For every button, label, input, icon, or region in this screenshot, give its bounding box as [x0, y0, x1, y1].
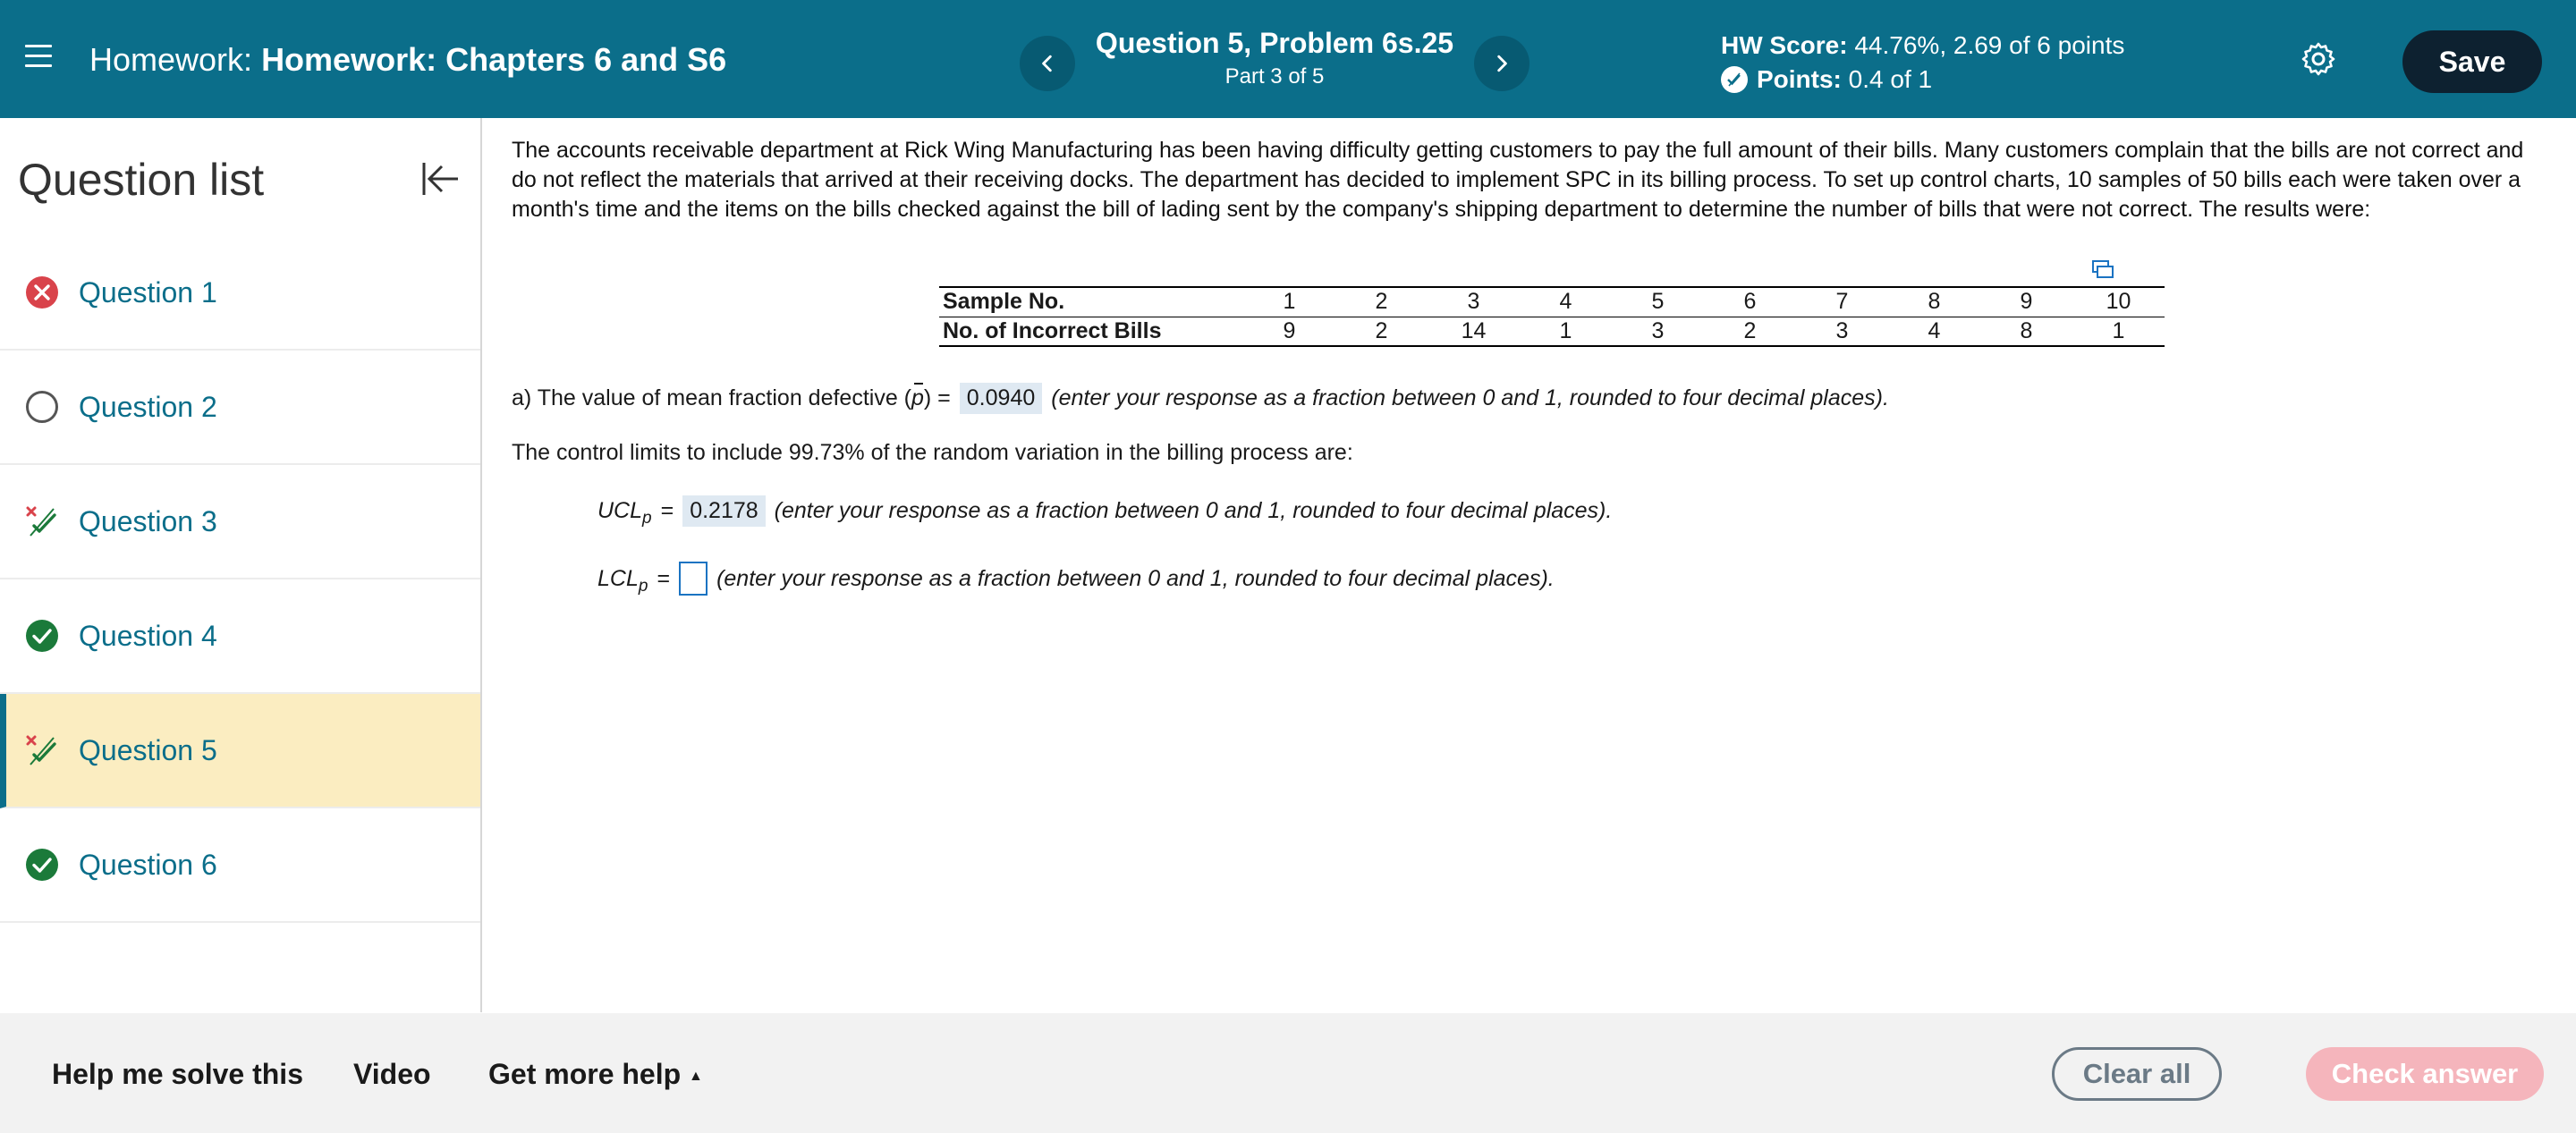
samples-table	[939, 286, 2165, 347]
next-question-button[interactable]	[1474, 36, 1530, 91]
save-button[interactable]: Save	[2402, 30, 2542, 93]
question-label: Question 3	[79, 504, 217, 537]
part-a-line	[512, 383, 1889, 414]
table-cell: 5	[1612, 287, 1704, 317]
partial-credit-icon	[25, 733, 59, 767]
problem-content	[512, 136, 2551, 596]
get-more-help-button[interactable]	[488, 1058, 703, 1091]
question-label: Question 2	[79, 390, 217, 423]
ucl-hint: (enter your response as a fraction between 0 and 1, rounded to four decimal places).	[774, 498, 1613, 523]
part-a-suffix: ) =	[923, 385, 951, 410]
incorrect-icon	[25, 275, 59, 309]
table-cell: 10	[2072, 287, 2165, 317]
question-item-3[interactable]	[0, 465, 480, 579]
hw-score	[1721, 29, 2124, 97]
table-cell: 6	[1704, 287, 1796, 317]
table-cell: 14	[1428, 317, 1520, 346]
part-a-prefix: a) The value of mean fraction defective (	[512, 385, 911, 410]
clear-all-button[interactable]: Clear all	[2052, 1047, 2222, 1101]
table-header: No. of Incorrect Bills	[939, 317, 1243, 346]
table-cell: 4	[1520, 287, 1612, 317]
correct-icon	[25, 619, 59, 653]
table-cell: 1	[2072, 317, 2165, 346]
question-item-5[interactable]	[0, 694, 480, 808]
table-row	[939, 317, 2165, 346]
ucl-line	[597, 495, 1612, 527]
top-header	[0, 0, 2576, 118]
ucl-equals: =	[660, 498, 674, 523]
score-value: 44.76%, 2.69 of 6 points	[1854, 31, 2125, 59]
table-cell: 9	[1243, 317, 1335, 346]
table-cell: 2	[1335, 287, 1428, 317]
question-item-4[interactable]	[0, 579, 480, 694]
bottom-toolbar	[0, 1013, 2576, 1133]
table-cell: 8	[1888, 287, 1980, 317]
popout-table-icon[interactable]	[2091, 259, 2114, 279]
pbar-hint: (enter your response as a fraction between 0 and 1, rounded to four decimal places).	[1051, 385, 1889, 410]
score-label: HW Score:	[1721, 31, 1848, 59]
table-cell: 8	[1980, 317, 2072, 346]
question-item-2[interactable]	[0, 351, 480, 465]
problem-statement: The accounts receivable department at Rick Wing Manufacturing has been having difficulty getting customers to pay the full amount of their bills. Many customers complain that the bills are not correct and do not reflect the materials that arrived at their receiving docks. The department has decided to implement SPC in its billing process. To set up control charts, 10 samples of 50 bills each were taken over a month's time and the items on the bills checked against the bill of lading sent by the company's shipping department to determine the number of bills that were not correct. The results were:	[512, 138, 2524, 222]
chevron-right-icon	[1492, 54, 1512, 73]
correct-icon	[25, 848, 59, 882]
gear-icon[interactable]	[2301, 41, 2336, 77]
table-cell: 3	[1796, 317, 1888, 346]
video-button[interactable]: Video	[353, 1058, 431, 1090]
table-cell: 9	[1980, 287, 2072, 317]
unanswered-icon	[25, 390, 59, 424]
homework-name: Homework: Chapters 6 and S6	[261, 41, 727, 78]
lcl-hint: (enter your response as a fraction between 0 and 1, rounded to four decimal places).	[716, 565, 1555, 591]
caret-up-icon: ▲	[689, 1069, 703, 1084]
pbar-answer[interactable]: 0.0940	[960, 383, 1042, 414]
table-cell: 2	[1704, 317, 1796, 346]
question-list-title: Question list	[18, 155, 265, 205]
lcl-line	[597, 562, 1555, 596]
partial-credit-icon	[1721, 66, 1748, 93]
lcl-equals: =	[657, 565, 671, 591]
question-label: Question 4	[79, 619, 217, 652]
question-label: Question 5	[79, 733, 217, 766]
table-cell: 2	[1335, 317, 1428, 346]
question-item-1[interactable]	[0, 236, 480, 351]
table-cell: 3	[1428, 287, 1520, 317]
homework-title	[89, 41, 726, 79]
question-label: Question 1	[79, 275, 217, 309]
get-more-help-label: Get more help	[488, 1058, 682, 1090]
ucl-symbol: $UCL_p$	[597, 498, 652, 528]
menu-icon[interactable]	[25, 45, 52, 68]
question-label: Question 6	[79, 848, 217, 881]
table-cell: 3	[1612, 317, 1704, 346]
help-me-solve-button[interactable]: Help me solve this	[52, 1058, 303, 1090]
table-header: Sample No.	[939, 287, 1243, 317]
table-cell: 4	[1888, 317, 1980, 346]
homework-prefix: Homework:	[89, 41, 253, 78]
table-cell: 1	[1520, 317, 1612, 346]
part-indicator: Part 3 of 5	[1224, 64, 1325, 89]
points-label: Points:	[1757, 65, 1842, 93]
ucl-answer[interactable]: 0.2178	[682, 495, 765, 527]
question-indicator	[1055, 25, 1494, 93]
question-item-6[interactable]	[0, 808, 480, 923]
lcl-symbol: $LCL_p$	[597, 565, 648, 596]
points-value: 0.4 of 1	[1848, 65, 1933, 93]
check-answer-button[interactable]: Check answer	[2306, 1047, 2544, 1101]
partial-credit-icon	[25, 504, 59, 538]
question-title: Question 5, Problem 6s.25	[1095, 27, 1454, 59]
lcl-answer-input[interactable]	[679, 562, 708, 596]
control-limits-text: The control limits to include 99.73% of the random variation in the billing process are:	[512, 440, 1353, 465]
table-row	[939, 287, 2165, 317]
collapse-sidebar-icon[interactable]	[419, 157, 462, 200]
chevron-left-icon	[1038, 54, 1057, 73]
table-cell: 7	[1796, 287, 1888, 317]
p-bar-symbol: p	[911, 385, 924, 410]
question-list-sidebar	[0, 118, 482, 1012]
table-cell: 1	[1243, 287, 1335, 317]
